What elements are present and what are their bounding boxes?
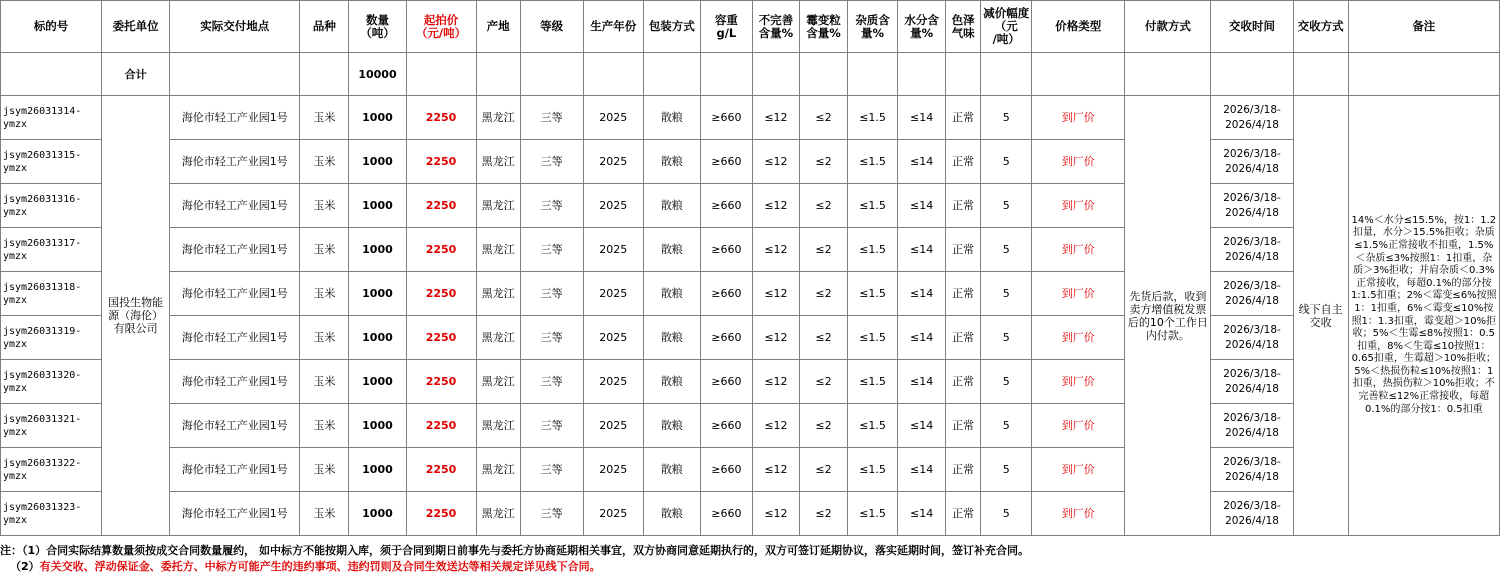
color-odor: 正常 xyxy=(946,228,981,272)
header-payment: 付款方式 xyxy=(1125,1,1211,53)
total-empty xyxy=(848,53,898,96)
color-odor: 正常 xyxy=(946,96,981,140)
delivery-location: 海伦市轻工产业园1号 xyxy=(170,96,300,140)
price-type: 到厂价 xyxy=(1032,360,1125,404)
quantity: 1000 xyxy=(349,492,406,536)
production-year: 2025 xyxy=(583,360,643,404)
total-empty xyxy=(406,53,476,96)
header-delivery: 交收方式 xyxy=(1293,1,1348,53)
production-year: 2025 xyxy=(583,184,643,228)
origin: 黑龙江 xyxy=(476,184,520,228)
remarks: 14%＜水分≤15.5%，按1：1.2扣量，水分＞15.5%拒收；杂质≤1.5%正常接收不扣重，1.5%＜杂质≤3%按照1：1扣重，杂质＞3%拒收；并肩杂质＜0.3%正常接收，每超0.1%的部分按1:1.5扣重；2%＜霉变≤6%按照1：1扣重，6%＜霉变≤10%按照1：1.3扣重，霉变超＞10%拒收；5%＜生霉≤8%按照1：0.5扣重，8%＜生霉≤10按照1：0.65扣重，生霉超＞10%拒收；5%＜热损伤粒≤10%按照1：1扣重，热损伤粒＞10%拒收；不完善粒≤12%正常接收，每超0.1%的部分按1：0.5扣重 xyxy=(1348,96,1499,536)
packing: 散粮 xyxy=(643,184,700,228)
price-type: 到厂价 xyxy=(1032,316,1125,360)
header-quantity: 数量 （吨） xyxy=(349,1,406,53)
origin: 黑龙江 xyxy=(476,492,520,536)
delivery-time: 2026/3/18- 2026/4/18 xyxy=(1211,360,1293,404)
impurity: ≤1.5 xyxy=(848,404,898,448)
quantity: 1000 xyxy=(349,140,406,184)
header-price: 起拍价 （元/吨） xyxy=(406,1,476,53)
origin: 黑龙江 xyxy=(476,272,520,316)
color-odor: 正常 xyxy=(946,184,981,228)
table-row xyxy=(1,316,1500,360)
origin: 黑龙江 xyxy=(476,96,520,140)
moisture: ≤14 xyxy=(898,448,946,492)
origin: 黑龙江 xyxy=(476,448,520,492)
table-row xyxy=(1,272,1500,316)
delivery-time: 2026/3/18- 2026/4/18 xyxy=(1211,272,1293,316)
variety: 玉米 xyxy=(300,228,349,272)
header-moisture: 水分含 量% xyxy=(898,1,946,53)
packing: 散粮 xyxy=(643,492,700,536)
density: ≥660 xyxy=(700,96,752,140)
total-quantity: 10000 xyxy=(349,53,406,96)
impurity: ≤1.5 xyxy=(848,96,898,140)
packing: 散粮 xyxy=(643,404,700,448)
lot-code: jsym26031315-ymzx xyxy=(1,140,102,184)
production-year: 2025 xyxy=(583,448,643,492)
moisture: ≤14 xyxy=(898,184,946,228)
imperfect-grains: ≤12 xyxy=(752,184,799,228)
price-reduction: 5 xyxy=(981,448,1032,492)
imperfect-grains: ≤12 xyxy=(752,96,799,140)
delivery-location: 海伦市轻工产业园1号 xyxy=(170,272,300,316)
lot-code: jsym26031316-ymzx xyxy=(1,184,102,228)
impurity: ≤1.5 xyxy=(848,272,898,316)
mildew-grains: ≤2 xyxy=(799,492,847,536)
quantity: 1000 xyxy=(349,448,406,492)
moisture: ≤14 xyxy=(898,96,946,140)
imperfect-grains: ≤12 xyxy=(752,492,799,536)
payment-method: 先货后款，收到 卖方增值税发票 后的10个工作日 内付款。 xyxy=(1125,96,1211,536)
price-type: 到厂价 xyxy=(1032,96,1125,140)
variety: 玉米 xyxy=(300,404,349,448)
production-year: 2025 xyxy=(583,228,643,272)
price-reduction: 5 xyxy=(981,184,1032,228)
density: ≥660 xyxy=(700,228,752,272)
impurity: ≤1.5 xyxy=(848,228,898,272)
header-imperfect: 不完善 含量% xyxy=(752,1,799,53)
total-empty xyxy=(1293,53,1348,96)
total-empty xyxy=(799,53,847,96)
imperfect-grains: ≤12 xyxy=(752,140,799,184)
mildew-grains: ≤2 xyxy=(799,404,847,448)
table-row xyxy=(1,492,1500,536)
color-odor: 正常 xyxy=(946,492,981,536)
lot-code: jsym26031317-ymzx xyxy=(1,228,102,272)
grade: 三等 xyxy=(520,316,583,360)
variety: 玉米 xyxy=(300,140,349,184)
origin: 黑龙江 xyxy=(476,228,520,272)
variety: 玉米 xyxy=(300,316,349,360)
delivery-time: 2026/3/18- 2026/4/18 xyxy=(1211,404,1293,448)
header-remarks: 备注 xyxy=(1348,1,1499,53)
density: ≥660 xyxy=(700,140,752,184)
price-reduction: 5 xyxy=(981,492,1032,536)
total-empty xyxy=(1032,53,1125,96)
total-empty xyxy=(1348,53,1499,96)
lot-code: jsym26031318-ymzx xyxy=(1,272,102,316)
price-reduction: 5 xyxy=(981,272,1032,316)
mildew-grains: ≤2 xyxy=(799,316,847,360)
table-row xyxy=(1,448,1500,492)
packing: 散粮 xyxy=(643,96,700,140)
quantity: 1000 xyxy=(349,228,406,272)
note-line-2-prefix: （2） xyxy=(10,560,40,573)
starting-price: 2250 xyxy=(406,360,476,404)
variety: 玉米 xyxy=(300,272,349,316)
consignor-unit: 国投生物能 源（海伦） 有限公司 xyxy=(102,96,170,536)
quantity: 1000 xyxy=(349,404,406,448)
delivery-location: 海伦市轻工产业园1号 xyxy=(170,140,300,184)
starting-price: 2250 xyxy=(406,96,476,140)
imperfect-grains: ≤12 xyxy=(752,404,799,448)
total-empty-3 xyxy=(300,53,349,96)
impurity: ≤1.5 xyxy=(848,448,898,492)
imperfect-grains: ≤12 xyxy=(752,228,799,272)
density: ≥660 xyxy=(700,492,752,536)
variety: 玉米 xyxy=(300,96,349,140)
total-empty xyxy=(700,53,752,96)
mildew-grains: ≤2 xyxy=(799,140,847,184)
packing: 散粮 xyxy=(643,360,700,404)
impurity: ≤1.5 xyxy=(848,360,898,404)
table-row xyxy=(1,96,1500,140)
quantity: 1000 xyxy=(349,184,406,228)
grade: 三等 xyxy=(520,96,583,140)
production-year: 2025 xyxy=(583,96,643,140)
price-type: 到厂价 xyxy=(1032,492,1125,536)
price-reduction: 5 xyxy=(981,228,1032,272)
delivery-location: 海伦市轻工产业园1号 xyxy=(170,448,300,492)
total-empty xyxy=(583,53,643,96)
grade: 三等 xyxy=(520,360,583,404)
starting-price: 2250 xyxy=(406,228,476,272)
delivery-location: 海伦市轻工产业园1号 xyxy=(170,184,300,228)
color-odor: 正常 xyxy=(946,360,981,404)
price-reduction: 5 xyxy=(981,140,1032,184)
table-row xyxy=(1,404,1500,448)
packing: 散粮 xyxy=(643,316,700,360)
price-type: 到厂价 xyxy=(1032,184,1125,228)
mildew-grains: ≤2 xyxy=(799,360,847,404)
delivery-time: 2026/3/18- 2026/4/18 xyxy=(1211,492,1293,536)
header-date: 交收时间 xyxy=(1211,1,1293,53)
total-empty xyxy=(476,53,520,96)
starting-price: 2250 xyxy=(406,140,476,184)
moisture: ≤14 xyxy=(898,316,946,360)
grade: 三等 xyxy=(520,404,583,448)
moisture: ≤14 xyxy=(898,360,946,404)
lot-code: jsym26031323-ymzx xyxy=(1,492,102,536)
total-empty-1 xyxy=(1,53,102,96)
table-row xyxy=(1,140,1500,184)
density: ≥660 xyxy=(700,404,752,448)
impurity: ≤1.5 xyxy=(848,492,898,536)
density: ≥660 xyxy=(700,316,752,360)
starting-price: 2250 xyxy=(406,492,476,536)
delivery-time: 2026/3/18- 2026/4/18 xyxy=(1211,228,1293,272)
price-type: 到厂价 xyxy=(1032,404,1125,448)
quantity: 1000 xyxy=(349,316,406,360)
price-reduction: 5 xyxy=(981,96,1032,140)
quantity: 1000 xyxy=(349,360,406,404)
delivery-location: 海伦市轻工产业园1号 xyxy=(170,316,300,360)
mildew-grains: ≤2 xyxy=(799,448,847,492)
production-year: 2025 xyxy=(583,272,643,316)
starting-price: 2250 xyxy=(406,316,476,360)
starting-price: 2250 xyxy=(406,404,476,448)
impurity: ≤1.5 xyxy=(848,316,898,360)
header-year: 生产年份 xyxy=(583,1,643,53)
grade: 三等 xyxy=(520,140,583,184)
total-empty xyxy=(946,53,981,96)
mildew-grains: ≤2 xyxy=(799,96,847,140)
header-reduction: 减价幅度 （元 /吨） xyxy=(981,1,1032,53)
mildew-grains: ≤2 xyxy=(799,228,847,272)
total-empty xyxy=(981,53,1032,96)
header-density: 容重 g/L xyxy=(700,1,752,53)
price-type: 到厂价 xyxy=(1032,228,1125,272)
note-line-1: 注：（1）合同实际结算数量须按成交合同数量履约， 如中标方不能按期入库，须于合同到期日前事先与委托方协商延期相关事宜，双方协商同意延期执行的，双方可签订延期协议，落实延期时间，签订补充合同。 xyxy=(0,544,1029,557)
variety: 玉米 xyxy=(300,448,349,492)
grade: 三等 xyxy=(520,492,583,536)
packing: 散粮 xyxy=(643,272,700,316)
density: ≥660 xyxy=(700,360,752,404)
grade: 三等 xyxy=(520,272,583,316)
imperfect-grains: ≤12 xyxy=(752,272,799,316)
delivery-location: 海伦市轻工产业园1号 xyxy=(170,492,300,536)
density: ≥660 xyxy=(700,184,752,228)
production-year: 2025 xyxy=(583,316,643,360)
header-price-type: 价格类型 xyxy=(1032,1,1125,53)
header-color: 色泽 气味 xyxy=(946,1,981,53)
mildew-grains: ≤2 xyxy=(799,184,847,228)
imperfect-grains: ≤12 xyxy=(752,316,799,360)
density: ≥660 xyxy=(700,448,752,492)
header-variety: 品种 xyxy=(300,1,349,53)
price-reduction: 5 xyxy=(981,360,1032,404)
header-impurity: 杂质含 量% xyxy=(848,1,898,53)
lot-code: jsym26031314-ymzx xyxy=(1,96,102,140)
starting-price: 2250 xyxy=(406,184,476,228)
footnotes xyxy=(0,543,1500,575)
total-empty xyxy=(1211,53,1293,96)
lot-code: jsym26031319-ymzx xyxy=(1,316,102,360)
starting-price: 2250 xyxy=(406,272,476,316)
imperfect-grains: ≤12 xyxy=(752,360,799,404)
table-row xyxy=(1,360,1500,404)
header-location: 实际交付地点 xyxy=(170,1,300,53)
delivery-location: 海伦市轻工产业园1号 xyxy=(170,404,300,448)
color-odor: 正常 xyxy=(946,448,981,492)
header-unit: 委托单位 xyxy=(102,1,170,53)
total-empty xyxy=(1125,53,1211,96)
impurity: ≤1.5 xyxy=(848,184,898,228)
header-code: 标的号 xyxy=(1,1,102,53)
lot-code: jsym26031321-ymzx xyxy=(1,404,102,448)
delivery-location: 海伦市轻工产业园1号 xyxy=(170,228,300,272)
moisture: ≤14 xyxy=(898,272,946,316)
production-year: 2025 xyxy=(583,492,643,536)
moisture: ≤14 xyxy=(898,140,946,184)
price-type: 到厂价 xyxy=(1032,272,1125,316)
moisture: ≤14 xyxy=(898,228,946,272)
delivery-method: 线下自主 交收 xyxy=(1293,96,1348,536)
origin: 黑龙江 xyxy=(476,404,520,448)
lot-code: jsym26031322-ymzx xyxy=(1,448,102,492)
price-reduction: 5 xyxy=(981,316,1032,360)
quantity: 1000 xyxy=(349,272,406,316)
delivery-time: 2026/3/18- 2026/4/18 xyxy=(1211,140,1293,184)
delivery-time: 2026/3/18- 2026/4/18 xyxy=(1211,316,1293,360)
origin: 黑龙江 xyxy=(476,316,520,360)
production-year: 2025 xyxy=(583,140,643,184)
header-origin: 产地 xyxy=(476,1,520,53)
variety: 玉米 xyxy=(300,360,349,404)
color-odor: 正常 xyxy=(946,404,981,448)
production-year: 2025 xyxy=(583,404,643,448)
price-type: 到厂价 xyxy=(1032,448,1125,492)
delivery-time: 2026/3/18- 2026/4/18 xyxy=(1211,184,1293,228)
variety: 玉米 xyxy=(300,184,349,228)
mildew-grains: ≤2 xyxy=(799,272,847,316)
header-packing: 包装方式 xyxy=(643,1,700,53)
total-empty xyxy=(643,53,700,96)
origin: 黑龙江 xyxy=(476,140,520,184)
grade: 三等 xyxy=(520,228,583,272)
delivery-time: 2026/3/18- 2026/4/18 xyxy=(1211,448,1293,492)
starting-price: 2250 xyxy=(406,448,476,492)
note-line-2-text: 有关交收、浮动保证金、委托方、中标方可能产生的违约事项、违约罚则及合同生效送达等相关规定详见线下合同。 xyxy=(39,560,601,573)
total-empty-2 xyxy=(170,53,300,96)
density: ≥660 xyxy=(700,272,752,316)
lot-code: jsym26031320-ymzx xyxy=(1,360,102,404)
total-empty xyxy=(752,53,799,96)
delivery-time: 2026/3/18- 2026/4/18 xyxy=(1211,96,1293,140)
table-row xyxy=(1,184,1500,228)
total-empty xyxy=(520,53,583,96)
color-odor: 正常 xyxy=(946,316,981,360)
moisture: ≤14 xyxy=(898,404,946,448)
delivery-location: 海伦市轻工产业园1号 xyxy=(170,360,300,404)
grade: 三等 xyxy=(520,448,583,492)
total-empty xyxy=(898,53,946,96)
variety: 玉米 xyxy=(300,492,349,536)
grade: 三等 xyxy=(520,184,583,228)
table-row xyxy=(1,228,1500,272)
price-type: 到厂价 xyxy=(1032,140,1125,184)
origin: 黑龙江 xyxy=(476,360,520,404)
color-odor: 正常 xyxy=(946,140,981,184)
packing: 散粮 xyxy=(643,228,700,272)
quantity: 1000 xyxy=(349,96,406,140)
header-mildew: 霉变粒 含量% xyxy=(799,1,847,53)
color-odor: 正常 xyxy=(946,272,981,316)
moisture: ≤14 xyxy=(898,492,946,536)
note-line-2 xyxy=(0,559,1500,575)
packing: 散粮 xyxy=(643,448,700,492)
total-label: 合计 xyxy=(102,53,170,96)
imperfect-grains: ≤12 xyxy=(752,448,799,492)
header-grade: 等级 xyxy=(520,1,583,53)
packing: 散粮 xyxy=(643,140,700,184)
impurity: ≤1.5 xyxy=(848,140,898,184)
price-reduction: 5 xyxy=(981,404,1032,448)
